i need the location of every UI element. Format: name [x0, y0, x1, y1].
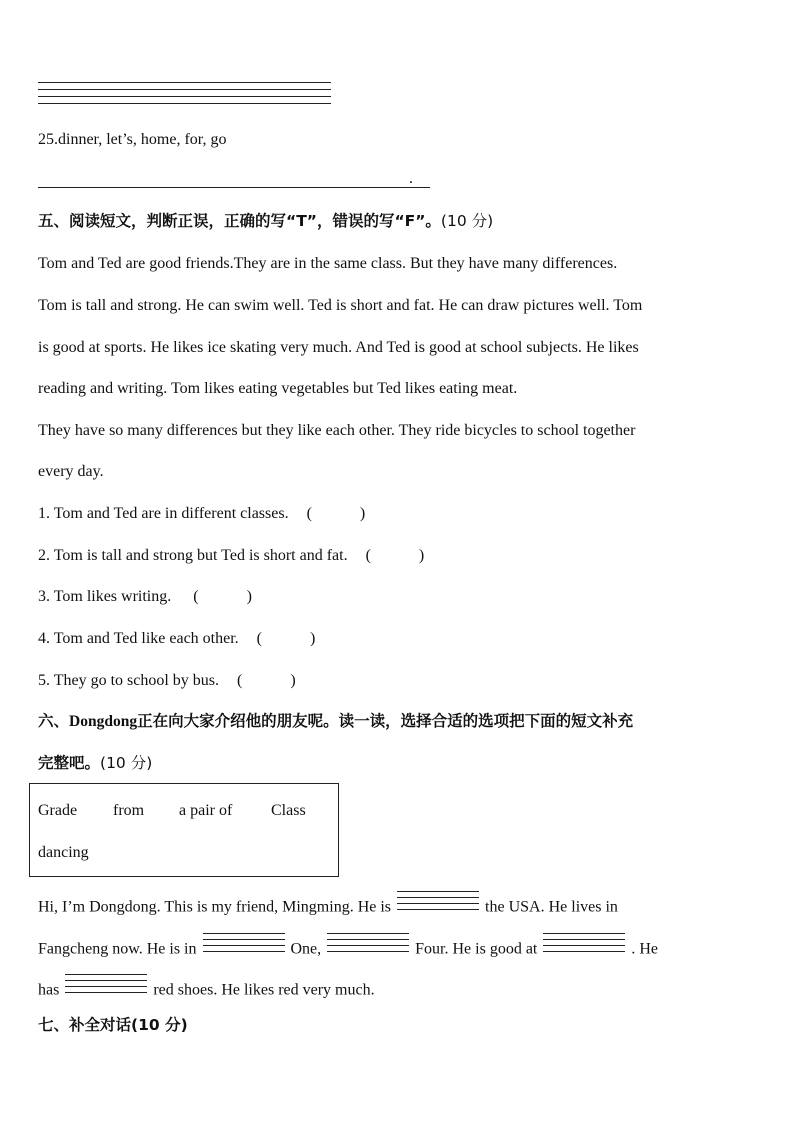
passage-line: every day. [38, 463, 104, 480]
section6-title-prefix: 六、 [38, 712, 70, 730]
word-option: a pair of [179, 802, 233, 819]
section6-title-line2: 完整吧。 [38, 754, 101, 772]
cloze-blank-3[interactable] [327, 933, 409, 955]
cloze-blank-5[interactable] [65, 974, 147, 996]
tf-answer-blank[interactable]: ( ) [365, 547, 425, 564]
cloze-blank-1[interactable] [397, 891, 479, 913]
word-option: dancing [38, 844, 89, 861]
tf-answer-blank[interactable]: ( ) [193, 588, 252, 605]
cloze-line-2 [38, 939, 658, 961]
section7-score: (10 分) [131, 1016, 188, 1034]
section6-title-rest: 正在向大家介绍他的朋友呢。读一读，选择合适的选项把下面的短文补充 [137, 712, 634, 730]
q25-answer-line[interactable] [38, 187, 430, 188]
tf-question-3 [38, 587, 252, 607]
section5-title: 五、阅读短文，判断正误，正确的写“T”，错误的写“F”。 [38, 212, 441, 230]
section7-title: 七、补全对话 [38, 1016, 132, 1034]
cloze-text: . He [631, 940, 659, 958]
cloze-text: Fangcheng now. He is in [38, 940, 197, 958]
tf-answer-blank[interactable]: ( ) [237, 672, 296, 689]
word-option: from [113, 802, 145, 819]
word-option: Class [271, 802, 306, 819]
passage-line: Tom and Ted are good friends.They are in the same class. But they have many differences. [38, 255, 618, 272]
cloze-text: has [38, 981, 60, 999]
cloze-text: the USA. He lives in [485, 898, 618, 916]
cloze-text: red shoes. He likes red very much. [153, 981, 375, 999]
tf-question-text: 4. Tom and Ted like each other. [38, 630, 239, 647]
passage-line: Tom is tall and strong. He can swim well. Ted is short and fat. He can draw pictures well. Tom [38, 297, 643, 314]
cloze-text: Four. He is good at [415, 940, 538, 958]
tf-question-2 [38, 546, 424, 566]
cloze-text: One, [290, 940, 322, 958]
passage-line: is good at sports. He likes ice skating very much. And Ted is good at school subjects. He likes [38, 339, 639, 356]
cloze-blank-4[interactable] [543, 933, 625, 955]
section7-heading [38, 1015, 188, 1035]
q25-number: 25. [38, 131, 58, 148]
q25-answer-period: . [409, 170, 413, 187]
word-bank-box [29, 783, 339, 877]
section6-title-name: Dongdong [69, 713, 138, 730]
tf-question-1 [38, 504, 365, 524]
cloze-line-3 [38, 980, 375, 1002]
tf-question-text: 2. Tom is tall and strong but Ted is short and fat. [38, 547, 348, 564]
section6-heading-line2 [38, 753, 152, 773]
cloze-text: Hi, I’m Dongdong. This is my friend, Mingming. He is [38, 898, 392, 916]
writing-lines-q24[interactable] [38, 82, 331, 104]
tf-answer-blank[interactable]: ( ) [306, 505, 366, 522]
passage-line: reading and writing. Tom likes eating vegetables but Ted likes eating meat. [38, 380, 518, 397]
section6-heading [38, 711, 633, 732]
tf-question-4 [38, 629, 315, 649]
tf-answer-blank[interactable]: ( ) [256, 630, 316, 647]
cloze-blank-2[interactable] [203, 933, 285, 955]
passage-line: They have so many differences but they like each other. They ride bicycles to school together [38, 422, 636, 439]
section6-score: (10 分) [100, 754, 153, 772]
section5-score: (10 分) [440, 212, 494, 230]
section5-heading [38, 211, 493, 231]
tf-question-text: 3. Tom likes writing. [38, 588, 172, 605]
tf-question-5 [38, 671, 296, 691]
q25-prompt [38, 130, 226, 150]
q25-words: dinner, let’s, home, for, go [58, 131, 227, 148]
tf-question-text: 1. Tom and Ted are in different classes. [38, 505, 289, 522]
cloze-line-1 [38, 897, 618, 919]
word-option: Grade [38, 802, 78, 819]
tf-question-text: 5. They go to school by bus. [38, 672, 220, 689]
